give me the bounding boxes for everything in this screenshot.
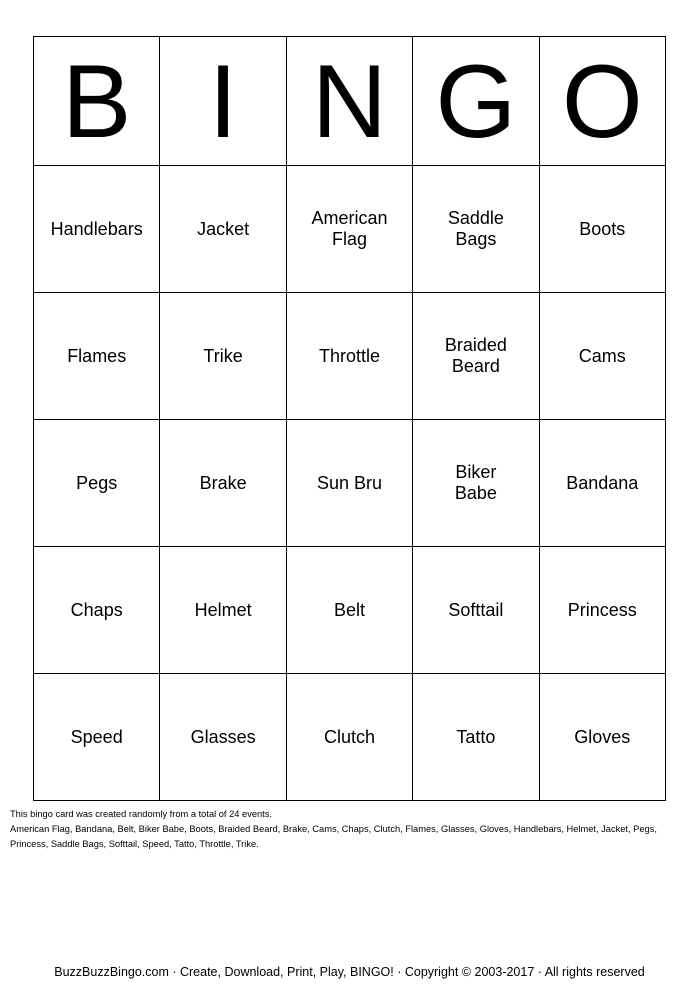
header-letter-i: I	[160, 37, 286, 166]
bingo-cell	[34, 293, 160, 420]
cell-line: Clutch	[323, 726, 375, 747]
bingo-cell	[413, 166, 539, 293]
cell-line: Cams	[578, 345, 626, 366]
cell-line: Sun Bru	[316, 472, 382, 493]
bingo-card	[33, 36, 666, 801]
bingo-cell	[539, 420, 665, 547]
bingo-cell	[413, 674, 539, 801]
cell-line: Pegs	[76, 472, 118, 493]
cell-line: Chaps	[70, 599, 123, 620]
cell-line: Babe	[454, 483, 497, 503]
cell-line: Bandana	[566, 472, 639, 493]
cell-line: Throttle	[318, 345, 380, 366]
bingo-cell	[539, 293, 665, 420]
bingo-cell	[160, 166, 286, 293]
bingo-row	[34, 420, 666, 547]
bingo-cell	[160, 420, 286, 547]
bingo-cell	[34, 420, 160, 547]
cell-line: Softtail	[448, 599, 504, 620]
bingo-cell	[160, 547, 286, 674]
cell-line: Saddle	[447, 208, 504, 228]
bingo-row	[34, 674, 666, 801]
header-letter-n: N	[286, 37, 412, 166]
cell-line: Trike	[203, 345, 243, 366]
site-footer: BuzzBuzzBingo.com · Create, Download, Print, Play, BINGO! · Copyright © 2003-2017 · All rights reserved	[54, 965, 645, 979]
card-generation-note	[10, 807, 692, 852]
bingo-cell	[286, 674, 412, 801]
header-letter-g: G	[413, 37, 539, 166]
cell-line: Speed	[70, 726, 123, 747]
bingo-cell	[160, 293, 286, 420]
cell-line: Beard	[451, 356, 500, 376]
cell-line: Belt	[333, 599, 365, 620]
cell-line: Gloves	[574, 726, 631, 747]
bingo-cell	[413, 420, 539, 547]
bingo-cell	[34, 674, 160, 801]
cell-line: Handlebars	[50, 218, 143, 239]
bingo-header-row	[34, 37, 666, 166]
bingo-row	[34, 293, 666, 420]
bingo-cell	[539, 547, 665, 674]
cell-line: Glasses	[190, 726, 256, 747]
bingo-row	[34, 166, 666, 293]
bingo-cell	[34, 547, 160, 674]
cell-line: Flag	[331, 229, 367, 249]
cell-line: Biker	[455, 462, 497, 482]
bingo-cell	[160, 674, 286, 801]
header-letter-b: B	[34, 37, 160, 166]
cell-line: Braided	[444, 335, 507, 355]
cell-line: Flames	[67, 345, 127, 366]
note-intro: This bingo card was created randomly from a total of 24 events.	[10, 809, 272, 819]
bingo-cell	[539, 166, 665, 293]
cell-line: Helmet	[194, 599, 252, 620]
cell-line: Jacket	[197, 218, 250, 239]
cell-line: Boots	[579, 218, 626, 239]
bingo-cell	[539, 674, 665, 801]
bingo-cell	[286, 166, 412, 293]
cell-line: Brake	[199, 472, 247, 493]
cell-line: Bags	[455, 229, 497, 249]
cell-line: Princess	[567, 599, 637, 620]
bingo-cell	[34, 166, 160, 293]
note-events-line-2: Princess, Saddle Bags, Softtail, Speed, Tatto, Throttle, Trike.	[10, 839, 259, 849]
bingo-row	[34, 547, 666, 674]
bingo-cell	[286, 547, 412, 674]
header-letter-o: O	[539, 37, 665, 166]
bingo-cell	[286, 293, 412, 420]
bingo-cell	[413, 547, 539, 674]
cell-line: Tatto	[456, 726, 496, 747]
bingo-cell	[413, 293, 539, 420]
note-events-line-1: American Flag, Bandana, Belt, Biker Babe, Boots, Braided Beard, Brake, Cams, Chaps, Clutch, Flames, Glasses, Gloves, Handlebars, Helmet, Jacket, Pegs,	[10, 824, 657, 834]
bingo-cell	[286, 420, 412, 547]
cell-line: American	[311, 208, 388, 228]
